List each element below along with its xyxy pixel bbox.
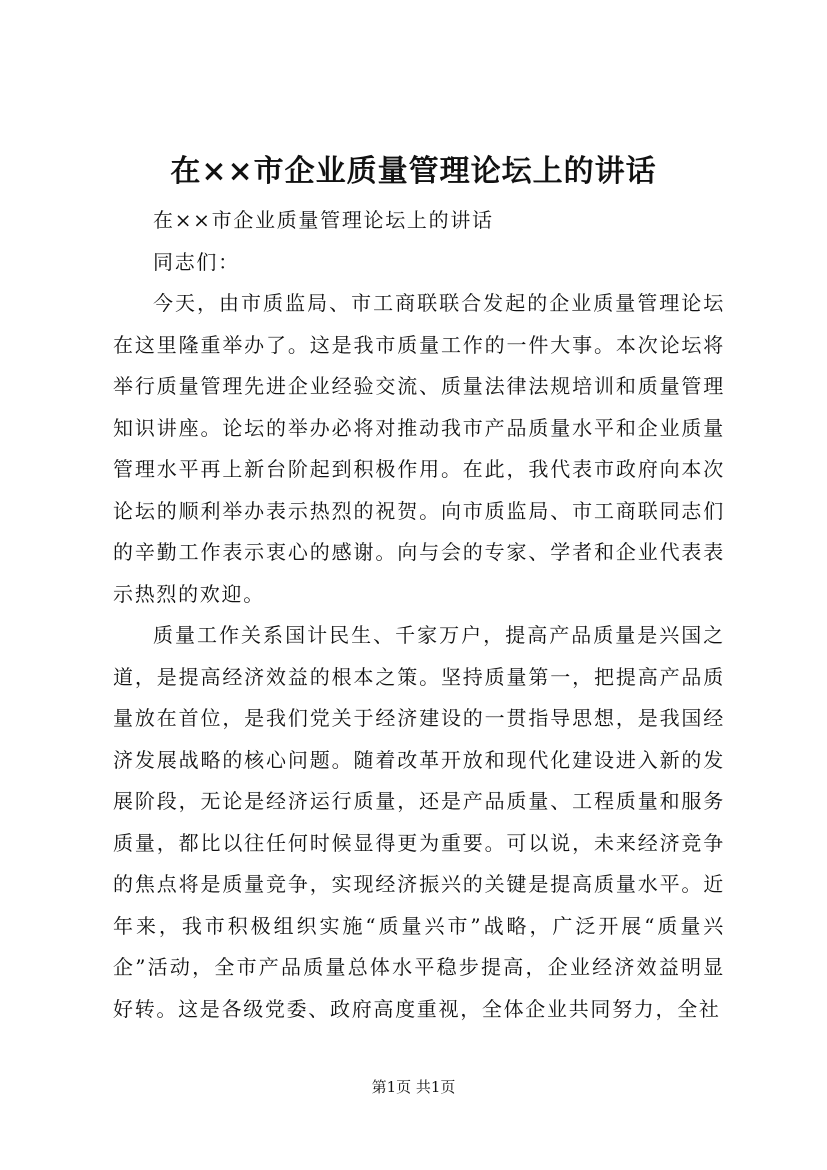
document-body [113, 200, 725, 1030]
document-subtitle: 在××市企业质量管理论坛上的讲话 [153, 208, 494, 232]
document-title: 在××市企业质量管理论坛上的讲话 [170, 154, 657, 189]
paragraph-1: 今天，由市质监局、市工商联联合发起的企业质量管理论坛在这里隆重举办了。这是我市质量工作的一件大事。本次论坛将举行质量管理先进企业经验交流、质量法律法规培训和质量管理知识讲座。论坛的举办必将对推动我市产品质量水平和企业质量管理水平再上新台阶起到积极作用。在此，我代表市政府向本次论坛的顺利举办表示热烈的祝贺。向市质监局、市工商联同志们的辛勤工作表示衷心的感谢。向与会的专家、学者和企业代表表示热烈的欢迎。 [113, 291, 725, 606]
salutation: 同志们： [153, 249, 240, 274]
paragraph-2: 质量工作关系国计民生、千家万户，提高产品质量是兴国之道，是提高经济效益的根本之策。坚持质量第一，把提高产品质量放在首位，是我们党关于经济建设的一贯指导思想，是我国经济发展战略的核心问题。随着改革开放和现代化建设进入新的发展阶段，无论是经济运行质量，还是产品质量、工程质量和服务质量，都比以往任何时候显得更为重要。可以说，未来经济竞争的焦点将是质量竞争，实现经济振兴的关键是提高质量水平。近年来，我市积极组织实施“质量兴市”战略，广泛开展“质量兴企”活动，全市产品质量总体水平稳步提高，企业经济效益明显好转。这是各级党委、政府高度重视，全体企业共同努力，全社 [113, 623, 725, 1021]
page-footer: 第1页 共1页 [371, 1078, 456, 1096]
